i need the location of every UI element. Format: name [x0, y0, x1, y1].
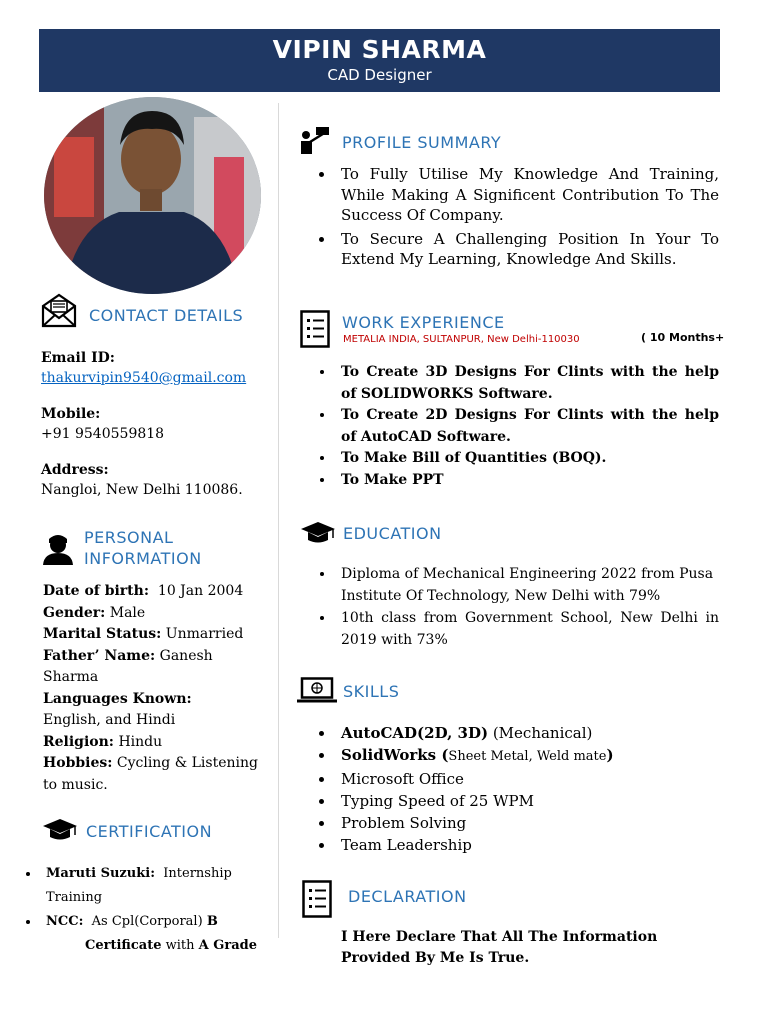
certification-heading: CERTIFICATION — [86, 822, 213, 841]
skill-item: • AutoCAD(2D, 3D) (Mechanical) — [335, 722, 719, 744]
dob-label: Date of birth: — [43, 583, 149, 599]
person-icon — [41, 531, 75, 569]
hobbies-value: Cycling & Listening to music. — [43, 755, 258, 793]
skill-item: • Problem Solving — [335, 812, 719, 834]
skill-item: • SolidWorks (Sheet Metal, Weld mate) — [335, 744, 719, 768]
certification-item: • NCC: As Cpl(Corporal) B Certificate with A Grade — [40, 910, 277, 958]
work-experience-heading: WORK EXPERIENCE — [342, 313, 505, 332]
checklist-icon — [302, 880, 332, 922]
work-experience-list — [317, 362, 719, 491]
envelope-icon — [41, 292, 77, 332]
work-item: • To Make Bill of Quantities (BOQ). — [335, 448, 719, 470]
work-duration: ( 10 Months+ — [641, 331, 725, 344]
candidate-role: CAD Designer — [327, 66, 432, 84]
laptop-icon — [296, 677, 338, 707]
presenter-icon — [300, 126, 330, 158]
graduation-cap-icon — [300, 520, 336, 548]
education-list — [317, 564, 719, 651]
contact-details — [41, 348, 271, 500]
certification-item: • Maruti Suzuki: Internship Training — [40, 862, 277, 910]
religion-label: Religion: — [43, 733, 114, 750]
address-label: Address: — [41, 462, 109, 478]
mobile-label: Mobile: — [41, 406, 101, 422]
skill-item: • Team Leadership — [335, 834, 719, 856]
profile-summary-item: • To Secure A Challenging Position In Your To Extend My Learning, Knowledge And Skills. — [335, 229, 719, 270]
gender-value: Male — [109, 604, 146, 621]
address-value: Nangloi, New Delhi 110086. — [41, 482, 243, 498]
marital-label: Marital Status: — [43, 626, 162, 642]
personal-heading-line2: INFORMATION — [84, 549, 202, 568]
religion-value: Hindu — [118, 733, 163, 750]
profile-summary-heading: PROFILE SUMMARY — [342, 133, 502, 152]
education-item: • Diploma of Mechanical Engineering 2022 from Pusa Institute Of Technology, New Delhi with 79% — [335, 564, 719, 607]
checklist-icon — [300, 310, 330, 352]
father-value: Ganesh Sharma — [43, 647, 213, 685]
personal-details — [43, 581, 263, 796]
certification-list — [22, 862, 277, 958]
contact-details-heading: CONTACT DETAILS — [89, 306, 244, 325]
declaration-heading: DECLARATION — [348, 887, 467, 906]
column-divider — [278, 103, 279, 938]
education-item: • 10th class from Government School, New Delhi in 2019 with 73% — [335, 608, 719, 651]
work-item: • To Create 3D Designs For Clints with the help of SOLIDWORKS Software. — [335, 362, 719, 405]
candidate-name: VIPIN SHARMA — [272, 35, 487, 64]
declaration-text: I Here Declare That All The Information Provided By Me Is True. — [341, 929, 658, 966]
skills-list — [317, 722, 719, 856]
skill-item: • Microsoft Office — [335, 768, 719, 790]
languages-label: Languages Known: — [43, 690, 192, 707]
languages-value: English, and Hindi — [43, 712, 176, 728]
father-label: Father’ Name: — [43, 647, 156, 664]
graduation-cap-icon — [42, 817, 78, 845]
profile-photo — [44, 97, 261, 294]
work-item: • To Make PPT — [335, 470, 719, 492]
dob-value: 10 Jan 2004 — [157, 583, 244, 599]
company-name: METALIA INDIA, SULTANPUR, New Delhi-110030 — [343, 334, 580, 345]
profile-summary-list — [317, 164, 719, 270]
hobbies-label: Hobbies: — [43, 755, 113, 771]
mobile-value: +91 9540559818 — [41, 426, 165, 442]
skill-item: • Typing Speed of 25 WPM — [335, 790, 719, 812]
resume-header — [39, 29, 720, 92]
email-link[interactable]: thakurvipin9540@gmail.com — [41, 370, 247, 386]
person-photo-illustration — [44, 97, 261, 294]
profile-summary-item: • To Fully Utilise My Knowledge And Training, While Making A Significent Contribution To The Success Of Company. — [335, 164, 719, 226]
personal-information-heading — [84, 527, 202, 569]
education-heading: EDUCATION — [343, 524, 442, 543]
marital-value: Unmarried — [165, 626, 244, 642]
work-item: • To Create 2D Designs For Clints with the help of AutoCAD Software. — [335, 405, 719, 448]
email-label: Email ID: — [41, 350, 115, 366]
personal-heading-line1: PERSONAL — [84, 528, 174, 547]
skills-heading: SKILLS — [343, 682, 400, 701]
gender-label: Gender: — [43, 604, 106, 621]
